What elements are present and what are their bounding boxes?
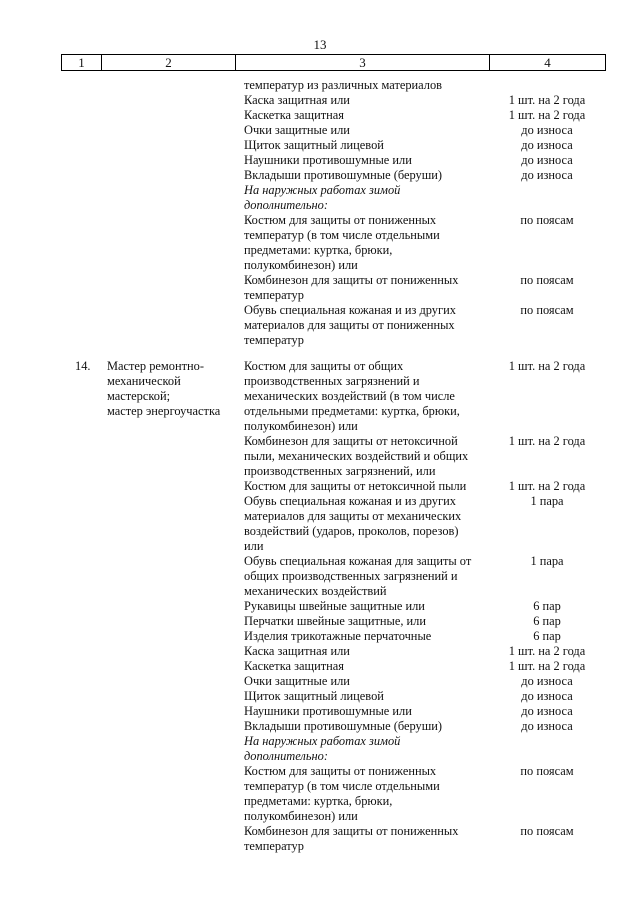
- item-line: материалов для защиты от пониженных: [244, 318, 455, 332]
- item-line: Обувь специальная кожаная для защиты от: [244, 554, 472, 568]
- norm-value: 6 пар: [533, 629, 561, 643]
- norm-value: до износа: [521, 153, 573, 167]
- item-line: температур: [244, 333, 304, 347]
- norm-value: по поясам: [520, 303, 574, 317]
- item-line: Рукавицы швейные защитные или: [244, 599, 425, 613]
- page-number: 13: [313, 37, 327, 52]
- item-line: воздействий (ударов, проколов, порезов): [244, 524, 459, 538]
- item-line: Костюм для защиты от общих: [244, 359, 404, 373]
- item-line: Комбинезон для защиты от пониженных: [244, 273, 459, 287]
- norm-value: до износа: [521, 719, 573, 733]
- norm-value: до износа: [521, 689, 573, 703]
- item-line: Костюм для защиты от пониженных: [244, 213, 437, 227]
- norm-value: 1 пара: [530, 494, 564, 508]
- item-line: Каскетка защитная: [244, 108, 344, 122]
- item-line: Перчатки швейные защитные, или: [244, 614, 426, 628]
- header-col-1: 1: [78, 55, 85, 70]
- item-line: полукомбинезон) или: [244, 419, 358, 433]
- item-line: механических воздействий: [244, 584, 387, 598]
- item-line: Изделия трикотажные перчаточные: [244, 629, 432, 643]
- norm-value: по поясам: [520, 824, 574, 838]
- norm-value: до износа: [521, 674, 573, 688]
- norm-value: 1 шт. на 2 года: [508, 479, 586, 493]
- item-line: предметами: куртка, брюки,: [244, 794, 393, 808]
- item-line: производственных загрязнений, или: [244, 464, 436, 478]
- norm-value: до износа: [521, 123, 573, 137]
- item-line: отдельными предметами: куртка, брюки,: [244, 404, 460, 418]
- norm-value: до износа: [521, 138, 573, 152]
- item-line: температур: [244, 288, 304, 302]
- header-col-4: 4: [544, 55, 551, 70]
- section-note: дополнительно:: [244, 198, 328, 212]
- position-title: Мастер ремонтно-: [107, 359, 204, 373]
- norm-value: 1 пара: [530, 554, 564, 568]
- item-line: Каска защитная или: [244, 93, 350, 107]
- norm-value: 6 пар: [533, 614, 561, 628]
- item-line: Обувь специальная кожаная и из других: [244, 494, 456, 508]
- header-col-3: 3: [359, 55, 366, 70]
- item-line: температур (в том числе отдельными: [244, 779, 440, 793]
- item-line: Комбинезон для защиты от пониженных: [244, 824, 459, 838]
- norm-value: 1 шт. на 2 года: [508, 93, 586, 107]
- item-line: Каска защитная или: [244, 644, 350, 658]
- item-line: пыли, механических воздействий и общих: [244, 449, 469, 463]
- norm-value: по поясам: [520, 273, 574, 287]
- norm-value: по поясам: [520, 213, 574, 227]
- item-line: Очки защитные или: [244, 123, 350, 137]
- item-line: Каскетка защитная: [244, 659, 344, 673]
- norm-value: 1 шт. на 2 года: [508, 434, 586, 448]
- position-title: механической: [107, 374, 181, 388]
- item-line: полукомбинезон) или: [244, 258, 358, 272]
- item-line: температур: [244, 839, 304, 853]
- norm-value: 1 шт. на 2 года: [508, 659, 586, 673]
- item-line: производственных загрязнений и: [244, 374, 420, 388]
- item-line: Обувь специальная кожаная и из других: [244, 303, 456, 317]
- norm-value: 1 шт. на 2 года: [508, 108, 586, 122]
- item-line: материалов для защиты от механических: [244, 509, 462, 523]
- norm-value: 1 шт. на 2 года: [508, 644, 586, 658]
- norm-value: по поясам: [520, 764, 574, 778]
- item-line: Наушники противошумные или: [244, 153, 412, 167]
- norm-value: 6 пар: [533, 599, 561, 613]
- item-line: механических воздействий (в том числе: [244, 389, 455, 403]
- item-line: температур из различных материалов: [244, 78, 443, 92]
- item-line: Костюм для защиты от нетоксичной пыли: [244, 479, 467, 493]
- item-line: Щиток защитный лицевой: [244, 689, 384, 703]
- item-line: Вкладыши противошумные (беруши): [244, 719, 442, 733]
- item-line: предметами: куртка, брюки,: [244, 243, 393, 257]
- section-note: На наружных работах зимой: [244, 734, 401, 748]
- item-line: общих производственных загрязнений и: [244, 569, 458, 583]
- table-header: [61, 54, 606, 71]
- item-line: полукомбинезон) или: [244, 809, 358, 823]
- item-line: Комбинезон для защиты от нетоксичной: [244, 434, 458, 448]
- position-title: мастер энергоучастка: [107, 404, 221, 418]
- norm-value: до износа: [521, 168, 573, 182]
- item-line: Костюм для защиты от пониженных: [244, 764, 437, 778]
- header-col-2: 2: [165, 55, 172, 70]
- section-note: дополнительно:: [244, 749, 328, 763]
- item-line: Щиток защитный лицевой: [244, 138, 384, 152]
- norm-value: до износа: [521, 704, 573, 718]
- item-line: Вкладыши противошумные (беруши): [244, 168, 442, 182]
- item-line: температур (в том числе отдельными: [244, 228, 440, 242]
- norm-value: 1 шт. на 2 года: [508, 359, 586, 373]
- row-number: 14.: [75, 359, 91, 373]
- position-title: мастерской;: [107, 389, 171, 403]
- item-line: или: [244, 539, 264, 553]
- item-line: Наушники противошумные или: [244, 704, 412, 718]
- section-note: На наружных работах зимой: [244, 183, 401, 197]
- item-line: Очки защитные или: [244, 674, 350, 688]
